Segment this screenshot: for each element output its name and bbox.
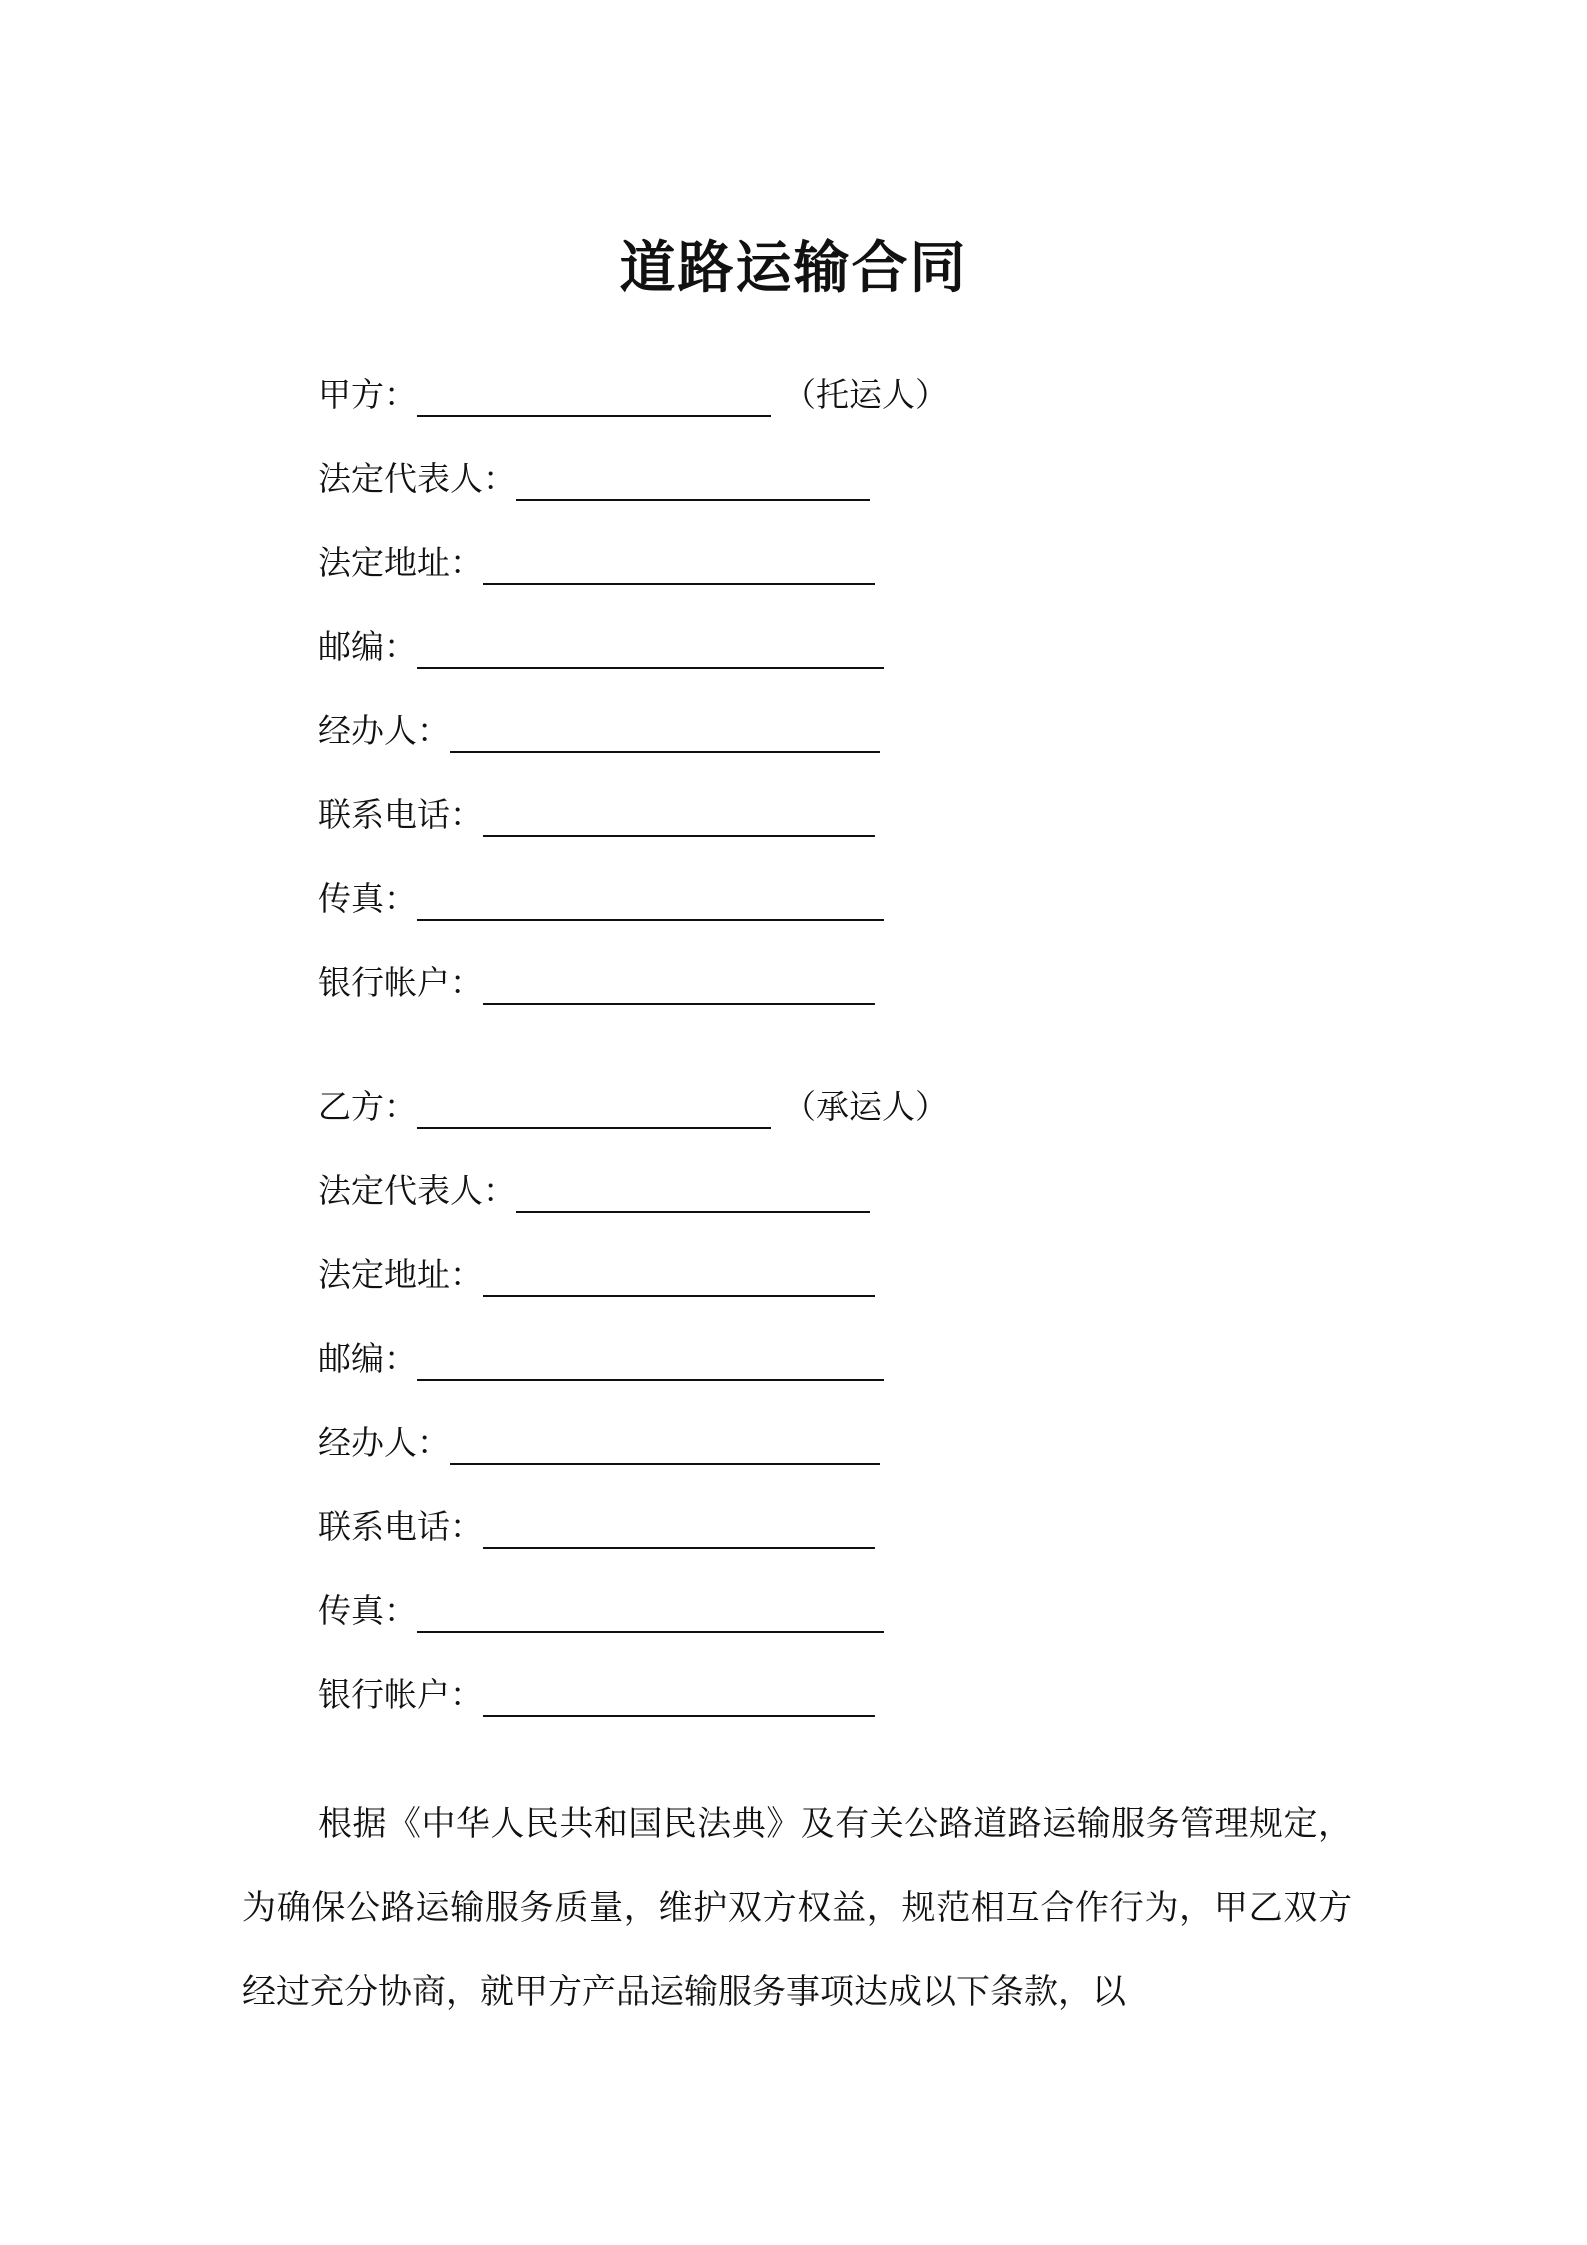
party-a-legal-rep-row [318,451,1318,535]
party-a-agent-row [318,703,1318,787]
party-a-phone-label: 联系电话： [318,795,483,834]
party-b-fax-row [318,1583,1318,1667]
party-a-legal-rep-field[interactable] [516,451,870,501]
party-a-name-field[interactable] [417,367,771,417]
party-b-agent-row [318,1415,1318,1499]
party-a-bank-field[interactable] [483,955,875,1005]
party-a-bank-label: 银行帐户： [318,963,483,1002]
party-b-phone-field[interactable] [483,1499,875,1549]
party-a-agent-field[interactable] [450,703,880,753]
party-a-name-row [318,367,1318,451]
party-b-bank-label: 银行帐户： [318,1675,483,1714]
party-a-postcode-label: 邮编： [318,627,417,666]
party-b-postcode-row [318,1331,1318,1415]
document-title: 道路运输合同 [619,235,968,301]
party-a-fax-field[interactable] [417,871,884,921]
party-a-address-row [318,535,1318,619]
party-a-agent-label: 经办人： [318,711,450,750]
party-a-bank-row [318,955,1318,1039]
party-b-name-row [318,1079,1318,1163]
party-a-phone-row [318,787,1318,871]
party-b-phone-row [318,1499,1318,1583]
party-b-fax-label: 传真： [318,1591,417,1630]
party-b-address-row [318,1247,1318,1331]
party-a-role-suffix: （托运人） [783,375,948,414]
party-a-fax-row [318,871,1318,955]
party-b-legal-rep-field[interactable] [516,1163,870,1213]
party-a-postcode-field[interactable] [417,619,884,669]
party-a-section [318,367,1318,1039]
party-b-postcode-field[interactable] [417,1331,884,1381]
party-b-legal-rep-label: 法定代表人： [318,1171,516,1210]
party-b-bank-row [318,1667,1318,1751]
party-b-role-suffix: （承运人） [783,1087,948,1126]
party-a-address-label: 法定地址： [318,543,483,582]
party-b-agent-label: 经办人： [318,1423,450,1462]
party-a-postcode-row [318,619,1318,703]
party-b-name-field[interactable] [417,1079,771,1129]
party-b-phone-label: 联系电话： [318,1507,483,1546]
party-a-address-field[interactable] [483,535,875,585]
party-b-legal-rep-row [318,1163,1318,1247]
party-b-fax-field[interactable] [417,1583,884,1633]
party-a-phone-field[interactable] [483,787,875,837]
intro-paragraph: 根据《中华人民共和国民法典》及有关公路道路运输服务管理规定，为确保公路运输服务质量，维护双方权益，规范相互合作行为，甲乙双方经过充分协商，就甲方产品运输服务事项达成以下条款，以 [242,1804,1352,2012]
party-b-section [318,1079,1318,1751]
party-b-postcode-label: 邮编： [318,1339,417,1378]
party-a-name-label: 甲方： [318,375,417,414]
party-b-address-field[interactable] [483,1247,875,1297]
party-b-agent-field[interactable] [450,1415,880,1465]
party-b-name-label: 乙方： [318,1087,417,1126]
party-b-address-label: 法定地址： [318,1255,483,1294]
party-a-fax-label: 传真： [318,879,417,918]
party-a-legal-rep-label: 法定代表人： [318,459,516,498]
party-b-bank-field[interactable] [483,1667,875,1717]
